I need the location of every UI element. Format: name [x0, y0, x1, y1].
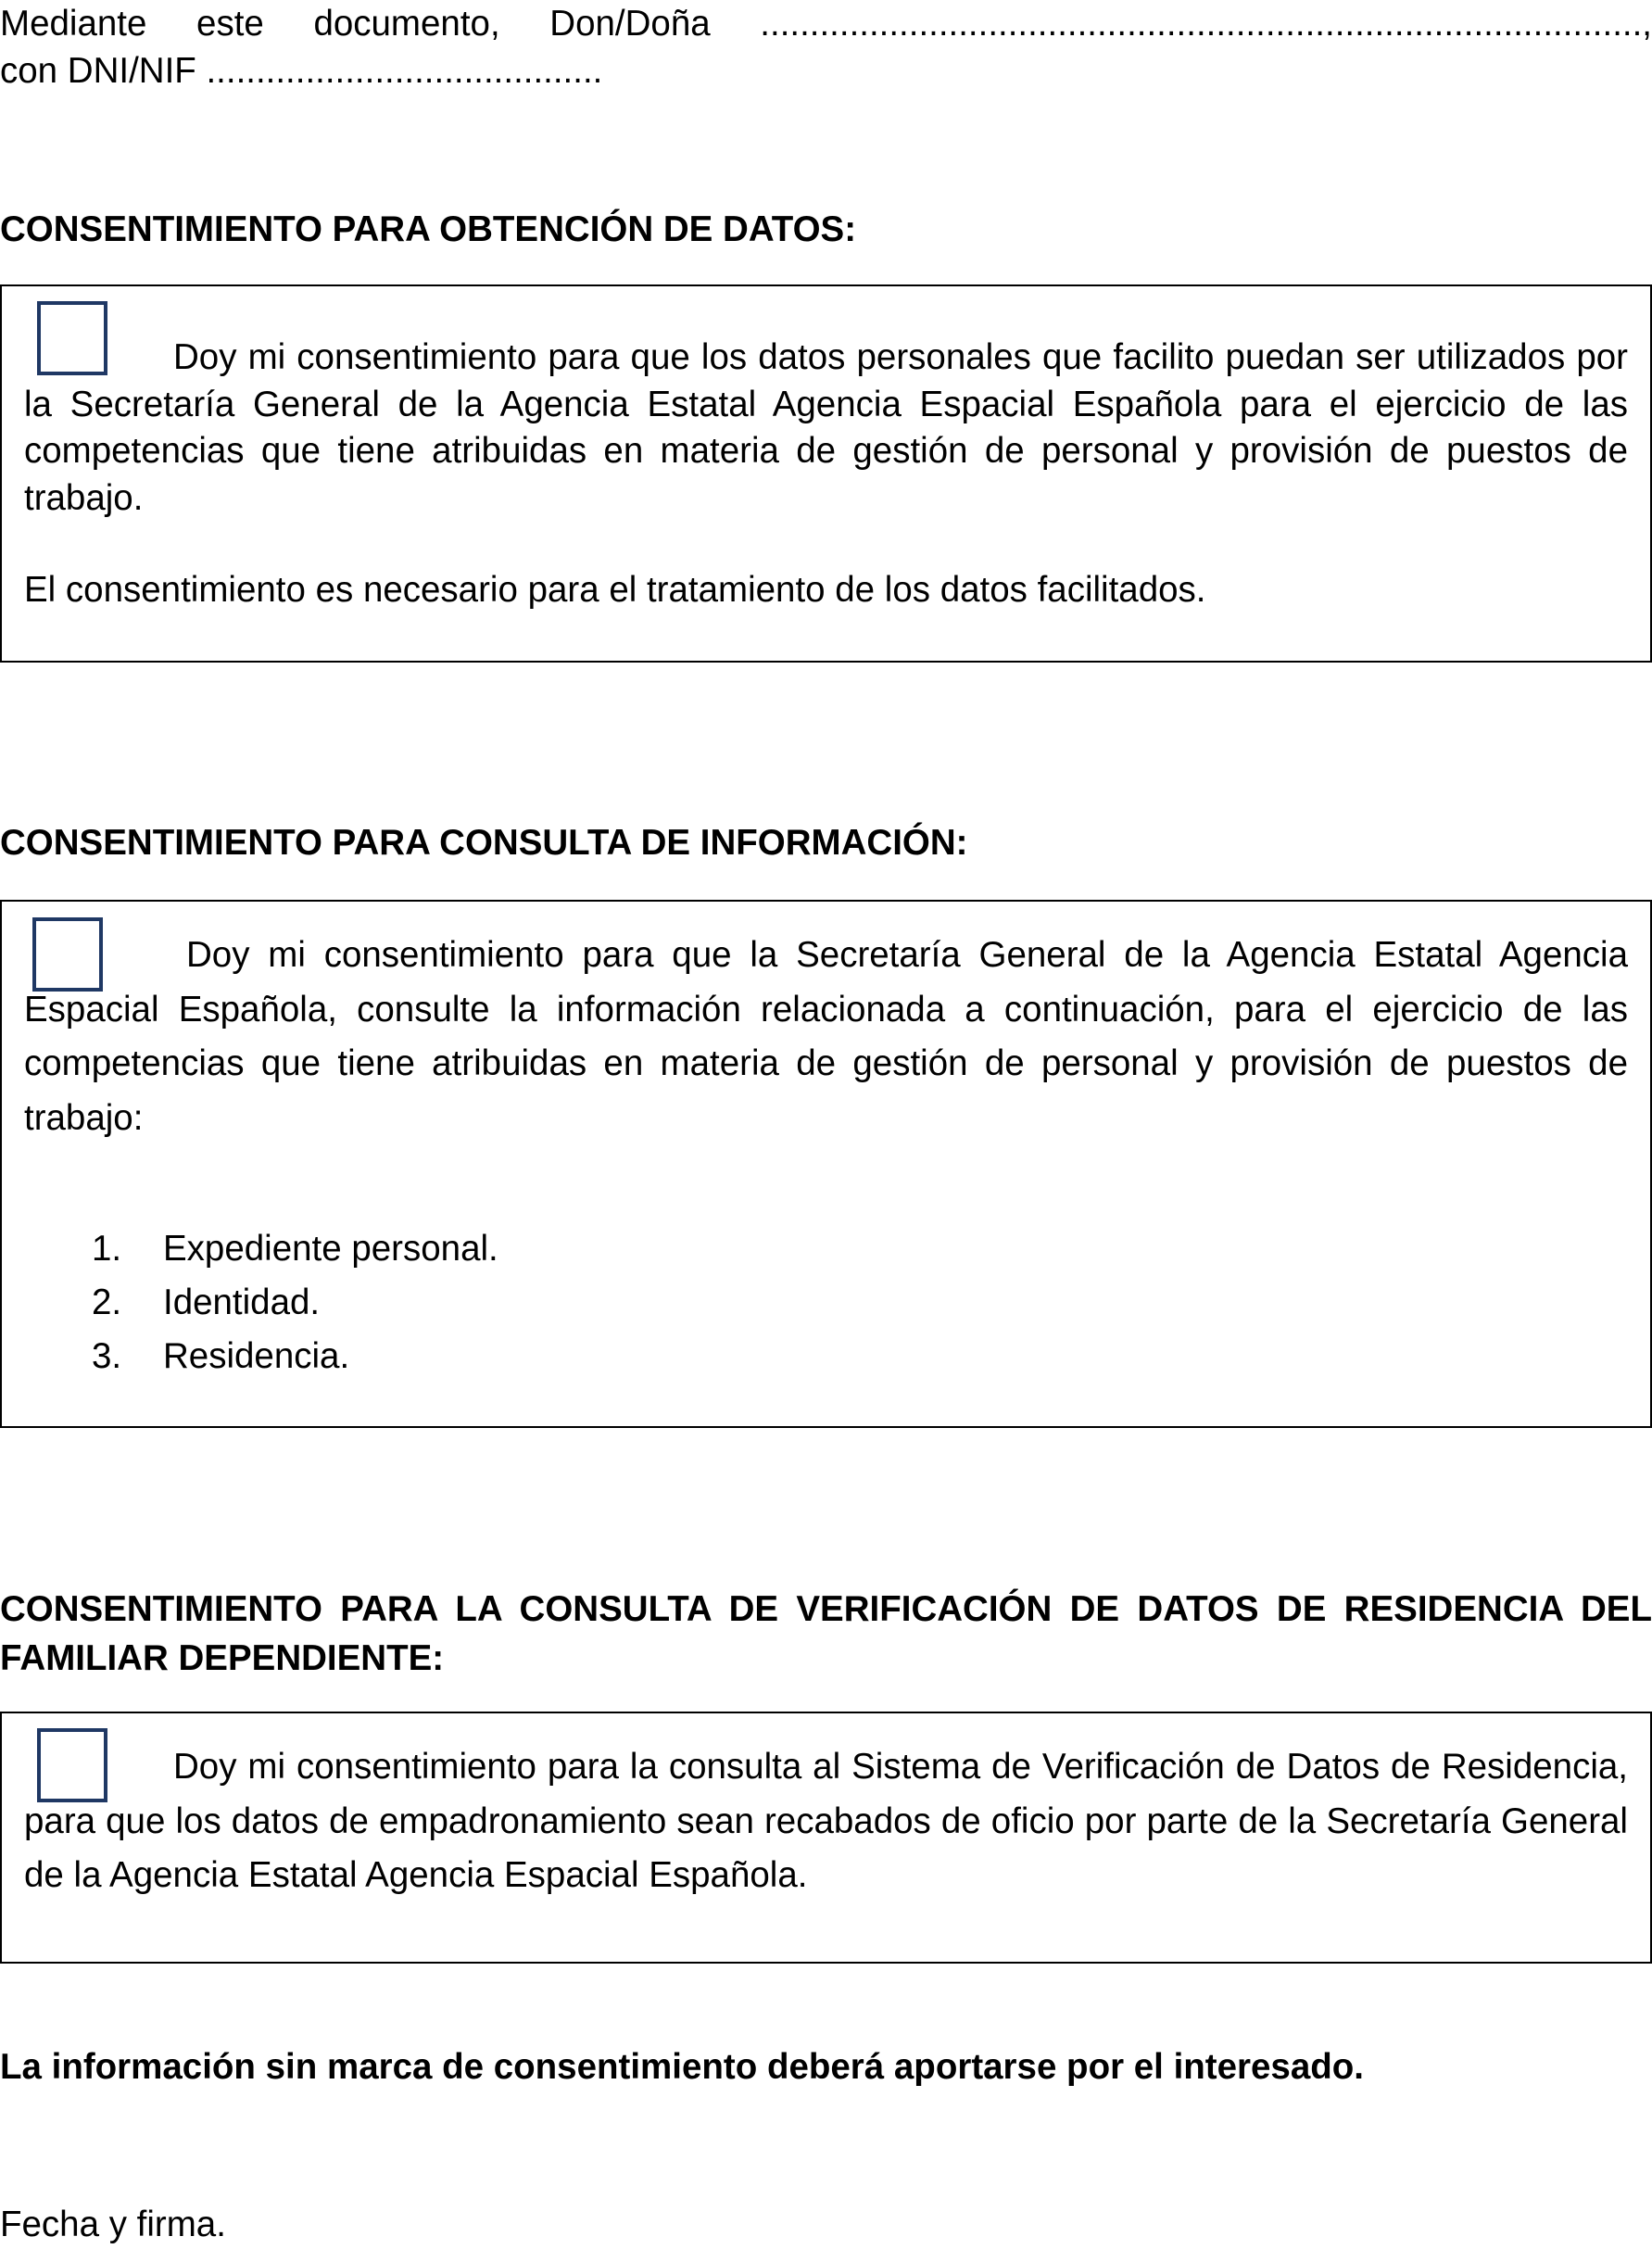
section1-note: El consentimiento es necesario para el tratamiento de los datos facilitados. — [24, 570, 1206, 610]
section2-paragraph-text: Doy mi consentimiento para que la Secretaría General de la Agencia Estatal Agencia Espacial Española, consulte la información relacionada a continuación, para el ejercicio de las competencias que tiene atribuidas en materia de gestión de personal y provisión de puestos de trabajo: — [24, 935, 1628, 1138]
intro-line-dni: con DNI/NIF ........................................ — [0, 51, 603, 91]
list-item-label: Expediente personal. — [163, 1229, 498, 1269]
section2-paragraph — [24, 929, 1628, 1145]
section3-paragraph-text: Doy mi consentimiento para la consulta al Sistema de Verificación de Datos de Residencia, para que los datos de empadronamiento sean recabados de oficio por parte de la Secretaría General de la Agencia Estatal Agencia Espacial Española. — [24, 1747, 1628, 1895]
list-item-label: Identidad. — [163, 1282, 321, 1322]
list-item-number: 3. — [92, 1336, 122, 1376]
section1-box — [0, 284, 1652, 663]
section1-paragraph — [24, 335, 1628, 522]
section2-item-list — [2, 1222, 498, 1384]
section2-box — [0, 900, 1652, 1428]
date-signature-label: Fecha y firma. — [0, 2205, 226, 2244]
list-item — [2, 1330, 498, 1384]
list-item — [2, 1276, 498, 1330]
section3-heading: CONSENTIMIENTO PARA LA CONSULTA DE VERIFICACIÓN DE DATOS DE RESIDENCIA DEL FAMILIAR DEPENDIENTE: — [0, 1589, 1652, 1678]
section3-paragraph — [24, 1740, 1628, 1903]
section1-heading: CONSENTIMIENTO PARA OBTENCIÓN DE DATOS: — [0, 209, 857, 249]
section1-paragraph-text: Doy mi consentimiento para que los datos personales que facilito puedan ser utilizados por la Secretaría General de la Agencia Estatal Agencia Espacial Española para el ejercicio de las competencias que tiene atribuidas en materia de gestión de personal y provisión de puestos de trabajo. — [24, 337, 1628, 518]
list-item-number: 2. — [92, 1282, 122, 1322]
section3-box — [0, 1712, 1652, 1964]
list-item — [2, 1222, 498, 1276]
list-item-number: 1. — [92, 1229, 122, 1269]
section2-heading: CONSENTIMIENTO PARA CONSULTA DE INFORMACIÓN: — [0, 823, 968, 863]
missing-consent-note: La información sin marca de consentimiento deberá aportarse por el interesado. — [0, 2047, 1364, 2087]
list-item-label: Residencia. — [163, 1336, 350, 1376]
intro-line-name: Mediante este documento, Don/Doña ........................................................................................., — [0, 4, 1652, 44]
